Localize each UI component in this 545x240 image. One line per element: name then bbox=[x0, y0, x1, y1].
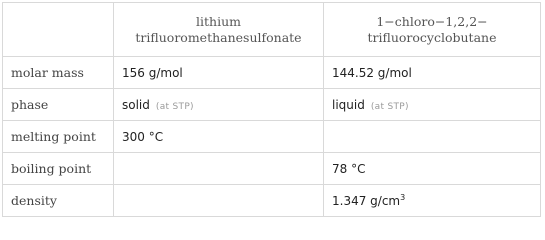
condition-note: (at STP) bbox=[155, 101, 194, 112]
compound-1-name-line-2: trifluoromethanesulfonate bbox=[135, 29, 302, 45]
cell-compound-1: 300 °C bbox=[114, 121, 324, 153]
condition-note: (at STP) bbox=[370, 101, 409, 112]
table-row-boiling-point bbox=[3, 153, 541, 185]
cell-compound-2: 78 °C bbox=[324, 153, 541, 185]
column-header-compound-2 bbox=[324, 3, 541, 57]
comparison-table-container bbox=[2, 2, 541, 217]
cell-compound-2 bbox=[324, 185, 541, 217]
cell-compound-2 bbox=[324, 89, 541, 121]
row-label: density bbox=[3, 185, 114, 217]
row-label: boiling point bbox=[3, 153, 114, 185]
cell-compound-2: 144.52 g/mol bbox=[324, 57, 541, 89]
row-label: melting point bbox=[3, 121, 114, 153]
cell-compound-1 bbox=[114, 89, 324, 121]
table-header-row bbox=[3, 3, 541, 57]
column-header-compound-1 bbox=[114, 3, 324, 57]
compound-1-name-line-1: lithium bbox=[196, 13, 241, 29]
cell-compound-1: 156 g/mol bbox=[114, 57, 324, 89]
table-row-melting-point bbox=[3, 121, 541, 153]
phase-value: solid bbox=[122, 97, 150, 112]
properties-comparison-table bbox=[2, 2, 541, 217]
table-row-molar-mass bbox=[3, 57, 541, 89]
row-label: molar mass bbox=[3, 57, 114, 89]
density-value: 1.347 g/cm bbox=[332, 193, 401, 208]
compound-2-name-line-2: trifluorocyclobutane bbox=[367, 29, 497, 45]
table-row-phase bbox=[3, 89, 541, 121]
unit-exponent: 3 bbox=[400, 192, 406, 202]
header-empty-cell bbox=[3, 3, 114, 57]
table-row-density bbox=[3, 185, 541, 217]
cell-compound-1 bbox=[114, 185, 324, 217]
cell-compound-1 bbox=[114, 153, 324, 185]
row-label: phase bbox=[3, 89, 114, 121]
phase-value: liquid bbox=[332, 97, 365, 112]
compound-2-name-line-1: 1−chloro−1,2,2− bbox=[376, 13, 488, 29]
cell-compound-2 bbox=[324, 121, 541, 153]
